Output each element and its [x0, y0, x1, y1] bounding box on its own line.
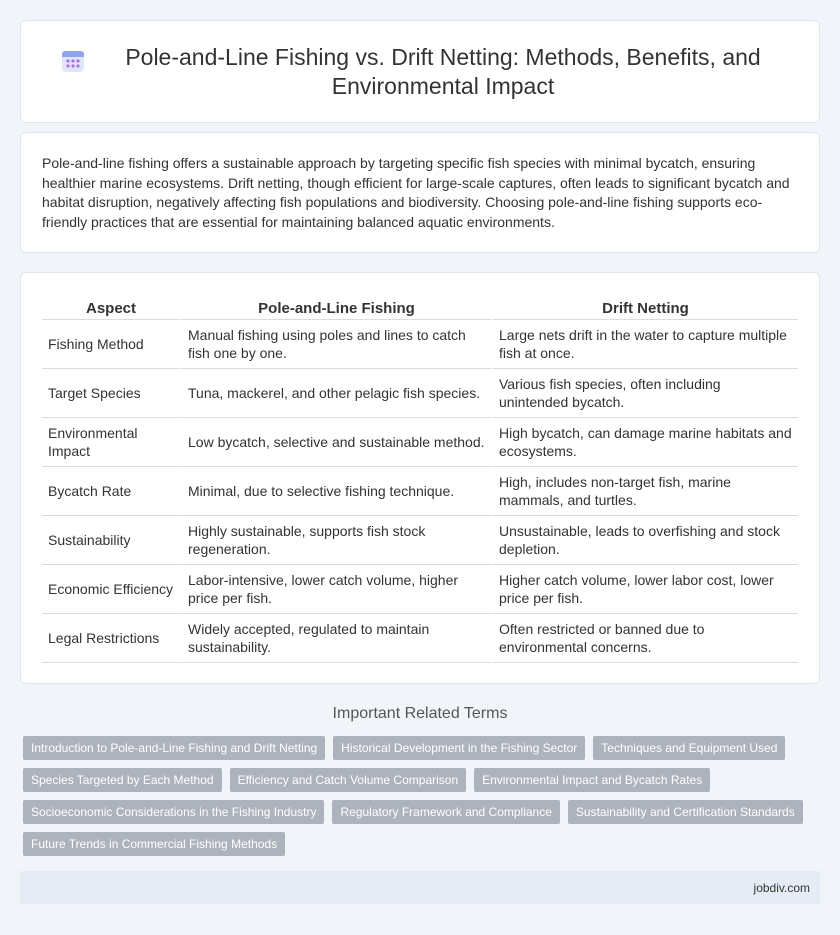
related-term-tag[interactable]: Species Targeted by Each Method — [23, 768, 222, 792]
related-terms-tags — [0, 736, 840, 856]
footer-site-link[interactable]: jobdiv.com — [753, 880, 810, 895]
page-title: Pole-and-Line Fishing vs. Drift Netting: Methods, Benefits, and Environmental Impact — [125, 43, 761, 99]
aspect-cell: Legal Restrictions — [42, 614, 180, 663]
table-row — [42, 467, 798, 516]
related-term-tag[interactable]: Introduction to Pole-and-Line Fishing and Drift Netting — [23, 736, 325, 760]
header-inner — [61, 43, 779, 101]
aspect-cell: Bycatch Rate — [42, 467, 180, 516]
intro-paragraph: Pole-and-line fishing offers a sustainable approach by targeting specific fish species with minimal bycatch, ensuring healthier marine ecosystems. Drift netting, though efficient for large-scale captures, often leads to significant bycatch and habitat disruption, negatively affecting fish populations and biodiversity. Choosing pole-and-line fishing supports eco-friendly practices that are essential for maintaining balanced aquatic environments. — [42, 155, 790, 230]
pole-and-line-cell: Low bycatch, selective and sustainable method. — [180, 418, 491, 467]
drift-netting-cell: Higher catch volume, lower labor cost, lower price per fish. — [491, 565, 798, 614]
pole-and-line-cell: Manual fishing using poles and lines to catch fish one by one. — [180, 320, 491, 369]
drift-netting-cell: High bycatch, can damage marine habitats and ecosystems. — [491, 418, 798, 467]
drift-netting-cell: Large nets drift in the water to capture multiple fish at once. — [491, 320, 798, 369]
table-row — [42, 369, 798, 418]
table-row — [42, 320, 798, 369]
pole-and-line-cell: Highly sustainable, supports fish stock regeneration. — [180, 516, 491, 565]
header-aspect: Aspect — [42, 298, 180, 320]
header-card — [20, 20, 820, 123]
related-terms-title: Important Related Terms — [332, 705, 508, 722]
comparison-table — [42, 298, 798, 663]
header-pole-and-line: Pole-and-Line Fishing — [180, 298, 491, 320]
drift-netting-cell: Various fish species, often including unintended bycatch. — [491, 369, 798, 418]
related-term-tag[interactable]: Historical Development in the Fishing Sector — [333, 736, 585, 760]
drift-netting-cell: Often restricted or banned due to environmental concerns. — [491, 614, 798, 663]
aspect-cell: Target Species — [42, 369, 180, 418]
table-row — [42, 565, 798, 614]
aspect-cell: Sustainability — [42, 516, 180, 565]
related-term-tag[interactable]: Efficiency and Catch Volume Comparison — [230, 768, 467, 792]
related-term-tag[interactable]: Regulatory Framework and Compliance — [332, 800, 559, 824]
related-term-tag[interactable]: Socioeconomic Considerations in the Fishing Industry — [23, 800, 324, 824]
comparison-table-card — [20, 272, 820, 684]
footer — [20, 871, 820, 904]
pole-and-line-cell: Tuna, mackerel, and other pelagic fish species. — [180, 369, 491, 418]
intro-card — [20, 132, 820, 253]
related-terms-section — [0, 705, 840, 856]
aspect-cell: Economic Efficiency — [42, 565, 180, 614]
related-term-tag[interactable]: Techniques and Equipment Used — [593, 736, 785, 760]
table-row — [42, 418, 798, 467]
drift-netting-cell: High, includes non-target fish, marine mammals, and turtles. — [491, 467, 798, 516]
related-term-tag[interactable]: Future Trends in Commercial Fishing Methods — [23, 832, 285, 856]
related-term-tag[interactable]: Environmental Impact and Bycatch Rates — [474, 768, 710, 792]
related-term-tag[interactable]: Sustainability and Certification Standards — [568, 800, 803, 824]
table-row — [42, 516, 798, 565]
calendar-grid-icon — [61, 49, 85, 73]
aspect-cell: Environmental Impact — [42, 418, 180, 467]
drift-netting-cell: Unsustainable, leads to overfishing and stock depletion. — [491, 516, 798, 565]
pole-and-line-cell: Widely accepted, regulated to maintain sustainability. — [180, 614, 491, 663]
aspect-cell: Fishing Method — [42, 320, 180, 369]
pole-and-line-cell: Labor-intensive, lower catch volume, higher price per fish. — [180, 565, 491, 614]
table-row — [42, 614, 798, 663]
pole-and-line-cell: Minimal, due to selective fishing technique. — [180, 467, 491, 516]
header-drift-netting: Drift Netting — [491, 298, 798, 320]
table-header-row — [42, 298, 798, 320]
